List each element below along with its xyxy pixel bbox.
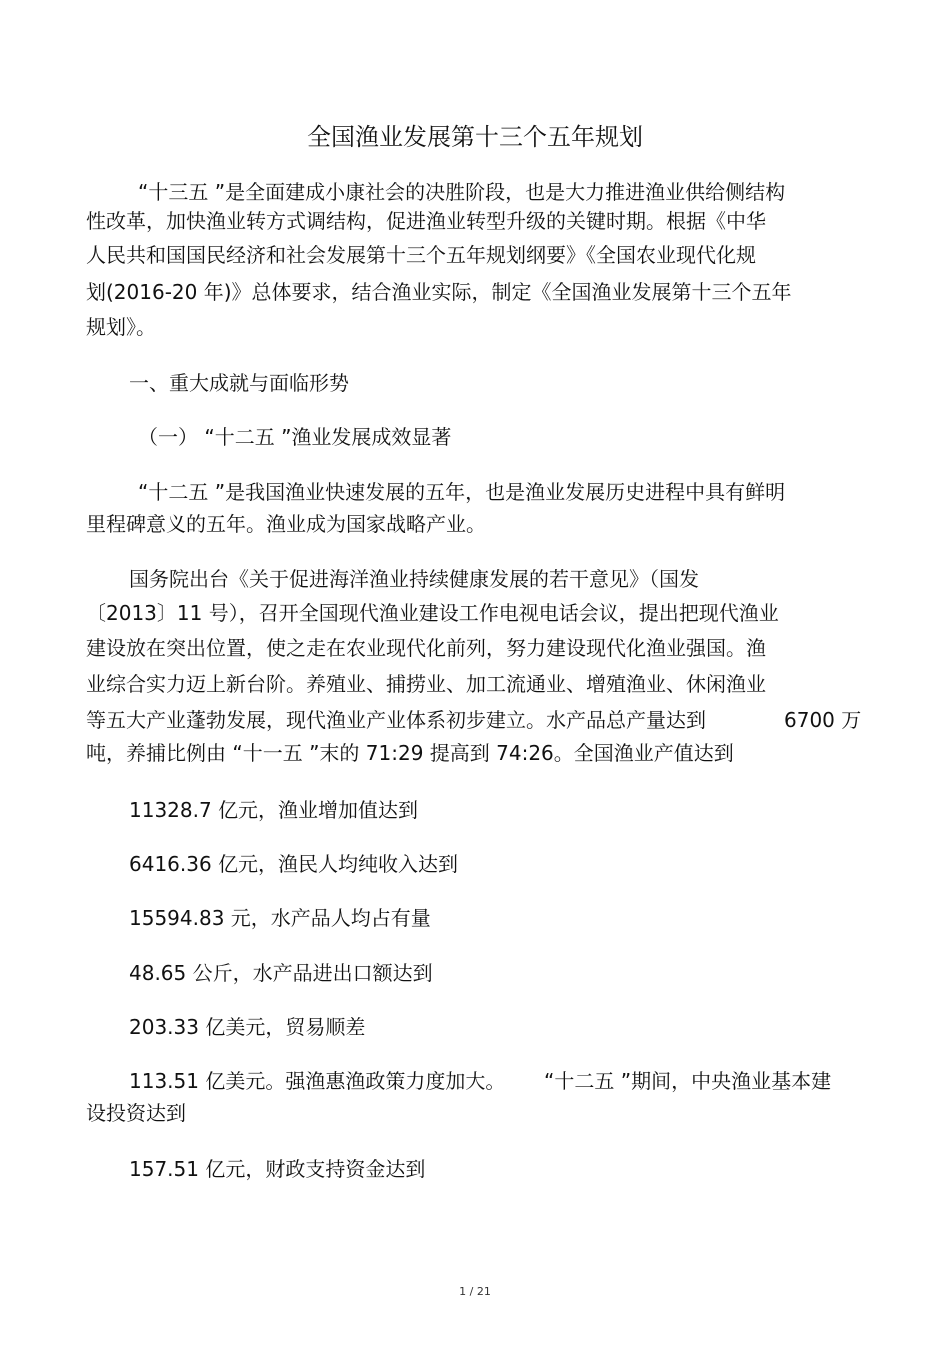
section-heading: 一、重大成就与面临形势 xyxy=(129,371,349,395)
page-number: 1 / 21 xyxy=(459,1285,491,1298)
intro-line-4: 划(2016-20 年)》总体要求，结合渔业实际，制定《全国渔业发展第十三个五年 xyxy=(86,280,792,304)
para3-line-2: 设投资达到 xyxy=(86,1101,186,1125)
para2-line-3: 建设放在突出位置，使之走在农业现代化前列，努力建设现代化渔业强国。渔 xyxy=(86,636,766,660)
para1-line-2: 里程碑意义的五年。渔业成为国家战略产业。 xyxy=(86,512,486,536)
para2-line-1: 国务院出台《关于促进海洋渔业持续健康发展的若干意见》（国发 xyxy=(129,567,699,591)
stat-line-3: 15594.83 元，水产品人均占有量 xyxy=(129,906,431,930)
para3-line-1-tail: “十二五 ”期间，中央渔业基本建 xyxy=(544,1069,832,1093)
document-title: 全国渔业发展第十三个五年规划 xyxy=(307,123,643,151)
para2-line-5: 等五大产业蓬勃发展，现代渔业产业体系初步建立。水产品总产量达到 xyxy=(86,708,706,732)
stat-line-2: 6416.36 亿元，渔民人均纯收入达到 xyxy=(129,852,459,876)
stat-line-5: 203.33 亿美元，贸易顺差 xyxy=(129,1015,366,1039)
para2-line-6: 吨，养捕比例由 “十一五 ”末的 71:29 提高到 74:26。全国渔业产值达到 xyxy=(86,741,734,765)
stat-line-1: 11328.7 亿元，渔业增加值达到 xyxy=(129,798,419,822)
intro-line-2: 性改革，加快渔业转方式调结构，促进渔业转型升级的关键时期。根据《中华 xyxy=(86,209,766,233)
para2-line-4: 业综合实力迈上新台阶。养殖业、捕捞业、加工流通业、增殖渔业、休闲渔业 xyxy=(86,672,766,696)
intro-line-3: 人民共和国国民经济和社会发展第十三个五年规划纲要》《全国农业现代化规 xyxy=(86,243,756,267)
stat-line-4: 48.65 公斤，水产品进出口额达到 xyxy=(129,961,433,985)
para2-line-5-tail: 6700 万 xyxy=(784,708,862,732)
intro-line-1: “十三五 ”是全面建成小康社会的决胜阶段，也是大力推进渔业供给侧结构 xyxy=(138,180,786,204)
subsection-heading: （一） “十二五 ”渔业发展成效显著 xyxy=(138,425,452,449)
para3-line-1: 113.51 亿美元。强渔惠渔政策力度加大。 xyxy=(129,1069,506,1093)
last-line: 157.51 亿元，财政支持资金达到 xyxy=(129,1157,426,1181)
para2-line-2: 〔2013〕11 号），召开全国现代渔业建设工作电视电话会议，提出把现代渔业 xyxy=(86,601,779,625)
para1-line-1: “十二五 ”是我国渔业快速发展的五年，也是渔业发展历史进程中具有鲜明 xyxy=(138,480,786,504)
intro-line-5: 规划》。 xyxy=(86,315,156,339)
